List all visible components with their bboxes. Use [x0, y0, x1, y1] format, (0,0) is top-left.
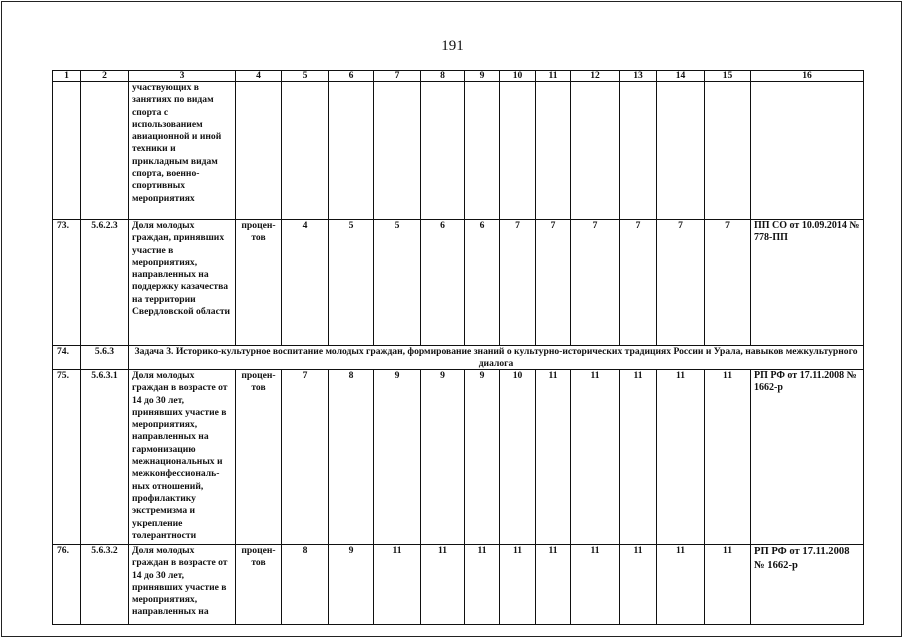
value-cell: 7 [620, 220, 657, 346]
value-cell: 9 [374, 370, 421, 545]
row-code: 5.6.3.2 [81, 545, 129, 625]
indicator-name: участвующих в занятиях по видам спорта с использованием авиационной и иной техники и прикладным видам спорта, военно-спортивных мероприятиях [129, 82, 236, 220]
value-cell: 9 [329, 545, 374, 625]
indicators-table [52, 70, 864, 625]
task-heading: Задача 3. Историко-культурное воспитание молодых граждан, формирование знаний о культурно-исторических традициях России и Урала, навыков межкультурного диалога [129, 346, 864, 370]
value-cell: 11 [421, 545, 465, 625]
col-header: 15 [705, 71, 751, 82]
source-reference: РП РФ от 17.11.2008 № 1662-р [751, 370, 864, 545]
col-header: 5 [282, 71, 329, 82]
indicator-name: Доля молодых граждан в возрасте от 14 до 30 лет, принявших участие в мероприятиях, направленных на гармонизацию межнациональных и межконфессиональ-ных отношений, профилактику экстремизма и укрепление толерантности [129, 370, 236, 545]
value-cell: 11 [620, 370, 657, 545]
row-number: 74. [53, 346, 81, 370]
table-row-continuation [53, 82, 864, 220]
value-cell: 7 [705, 220, 751, 346]
source-reference: РП РФ от 17.11.2008 № 1662-р [751, 545, 864, 625]
col-header: 7 [374, 71, 421, 82]
value-cell: 11 [705, 370, 751, 545]
value-cell: 7 [536, 220, 571, 346]
value-cell: 11 [465, 545, 500, 625]
value-cell: 8 [282, 545, 329, 625]
value-cell: 11 [374, 545, 421, 625]
indicator-name: Доля молодых граждан, принявших участие в мероприятиях, направленных на поддержку казачества на территории Свердловской области [129, 220, 236, 346]
table-row [53, 545, 864, 625]
value-cell: 9 [421, 370, 465, 545]
col-header: 13 [620, 71, 657, 82]
col-header: 10 [500, 71, 536, 82]
header-row [53, 71, 864, 82]
value-cell: 7 [282, 370, 329, 545]
value-cell: 9 [465, 370, 500, 545]
col-header: 2 [81, 71, 129, 82]
indicator-name: Доля молодых граждан в возрасте от 14 до 30 лет, принявших участие в мероприятиях, направленных на [129, 545, 236, 625]
value-cell: 11 [536, 545, 571, 625]
page-number: 191 [441, 38, 464, 54]
col-header: 4 [236, 71, 282, 82]
value-cell: 7 [657, 220, 705, 346]
value-cell: 11 [571, 545, 620, 625]
value-cell: 11 [657, 370, 705, 545]
value-cell: 11 [657, 545, 705, 625]
value-cell: 6 [421, 220, 465, 346]
value-cell: 7 [571, 220, 620, 346]
value-cell: 11 [620, 545, 657, 625]
value-cell: 5 [374, 220, 421, 346]
col-header: 1 [53, 71, 81, 82]
value-cell: 11 [571, 370, 620, 545]
value-cell: 11 [500, 545, 536, 625]
task-row [53, 346, 864, 370]
row-number: 76. [53, 545, 81, 625]
value-cell: 11 [536, 370, 571, 545]
unit: процен-тов [236, 370, 282, 545]
col-header: 16 [751, 71, 864, 82]
row-number: 75. [53, 370, 81, 545]
value-cell: 6 [465, 220, 500, 346]
source-reference: ПП СО от 10.09.2014 № 778-ПП [751, 220, 864, 346]
col-header: 14 [657, 71, 705, 82]
value-cell: 11 [705, 545, 751, 625]
value-cell: 7 [500, 220, 536, 346]
col-header: 9 [465, 71, 500, 82]
col-header: 6 [329, 71, 374, 82]
col-header: 3 [129, 71, 236, 82]
table-row [53, 370, 864, 545]
row-code: 5.6.3 [81, 346, 129, 370]
col-header: 8 [421, 71, 465, 82]
col-header: 12 [571, 71, 620, 82]
value-cell: 5 [329, 220, 374, 346]
value-cell: 4 [282, 220, 329, 346]
table-row [53, 220, 864, 346]
row-code: 5.6.3.1 [81, 370, 129, 545]
col-header: 11 [536, 71, 571, 82]
row-number: 73. [53, 220, 81, 346]
value-cell: 10 [500, 370, 536, 545]
unit: процен-тов [236, 545, 282, 625]
value-cell: 8 [329, 370, 374, 545]
unit: процен-тов [236, 220, 282, 346]
row-code: 5.6.2.3 [81, 220, 129, 346]
